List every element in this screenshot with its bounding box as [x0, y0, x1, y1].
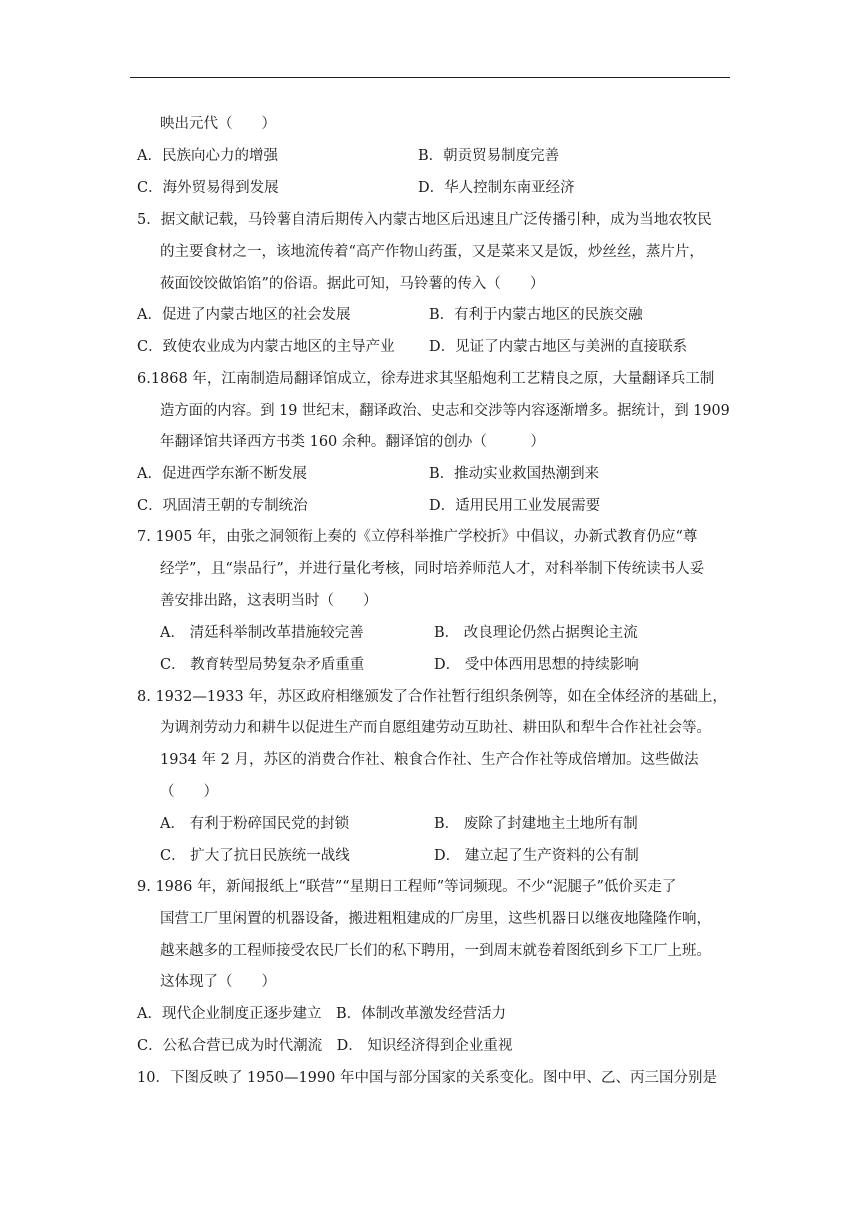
q5-stem-line1: 5．据文献记载，马铃薯自清后期传入内蒙古地区后迅速且广泛传播引种，成为当地农牧民: [137, 212, 712, 228]
q6-option-d: D．适用民用工业发展需要: [429, 498, 601, 514]
q9-stem-line3: 越来越多的工程师接受农民厂长们的私下聘用，一到周末就卷着图纸到乡下工厂上班。: [160, 943, 711, 959]
q4-option-b: B．朝贡贸易制度完善: [418, 148, 560, 164]
q4-option-d: D．华人控制东南亚经济: [418, 180, 575, 196]
q9-stem-line1: 9. 1986 年，新闻报纸上“联营”“星期日工程师”等词频现。不少“泥腿子”低价买走了: [137, 879, 677, 895]
q9-options-ab: A．现代企业制度正逐步建立 B．体制改革激发经营活力: [137, 1006, 507, 1022]
q9-stem-line4: 这体现了（ ）: [160, 974, 276, 990]
q7-option-c: C． 教育转型局势复杂矛盾重重: [160, 657, 365, 673]
q4-option-a: A．民族向心力的增强: [137, 148, 278, 164]
q7-stem-line1: 7. 1905 年，由张之洞领衔上奏的《立停科举推广学校折》中倡议，办新式教育仍应“尊: [137, 529, 698, 545]
q6-stem-line1: 6.1868 年，江南制造局翻译馆成立，徐寿进求其坚船炮利工艺精良之原，大量翻译兵工制: [137, 371, 715, 387]
q8-option-a: A． 有利于粉碎国民党的封锁: [160, 816, 350, 832]
q5-option-a: A．促进了内蒙古地区的社会发展: [137, 307, 351, 323]
q6-option-c: C．巩固清王朝的专制统治: [137, 498, 308, 514]
q9-options-cd: C．公私合营已成为时代潮流 D． 知识经济得到企业重视: [137, 1038, 513, 1054]
q6-option-a: A．促进西学东渐不断发展: [137, 466, 307, 482]
q8-stem-line2: 为调剂劳动力和耕牛以促进生产而自愿组建劳动互助社、耕田队和犁牛合作社社会等。: [160, 720, 711, 736]
q5-stem-line3: 莜面饺饺做馅馅”的俗语。据此可知，马铃薯的传入（ ）: [160, 276, 545, 292]
q9-stem-line2: 国营工厂里闲置的机器设备，搬进粗粗建成的厂房里，这些机器日以继夜地隆隆作响，: [160, 911, 711, 927]
q6-stem-line2: 造方面的内容。到 19 世纪末，翻译政治、史志和交涉等内容逐渐增多。据统计，到 1909: [160, 403, 730, 419]
q4-option-c: C．海外贸易得到发展: [137, 180, 279, 196]
q8-option-c: C． 扩大了抗日民族统一战线: [160, 848, 350, 864]
q8-stem-line4: （ ）: [160, 784, 218, 800]
q6-option-b: B．推动实业救国热潮到来: [429, 466, 600, 482]
q5-option-b: B．有利于内蒙古地区的民族交融: [429, 307, 643, 323]
q7-option-a: A． 清廷科举制改革措施较完善: [160, 625, 364, 641]
q8-stem-line3: 1934 年 2 月，苏区的消费合作社、粮食合作社、生产合作社等成倍增加。这些做法: [160, 752, 699, 768]
q8-option-b: B． 废除了封建地主土地所有制: [434, 816, 638, 832]
header-rule: [130, 77, 730, 78]
q7-stem-line2: 经学”，且“崇品行”，并进行量化考核，同时培养师范人才，对科举制下传统读书人妥: [160, 561, 705, 577]
q8-stem-line1: 8. 1932—1933 年，苏区政府相继颁发了合作社暂行组织条例等，如在全体经济的基础上，: [137, 689, 727, 705]
q7-stem-line3: 善安排出路，这表明当时（ ）: [160, 593, 378, 609]
q8-option-d: D． 建立起了生产资料的公有制: [434, 848, 639, 864]
q5-stem-line2: 的主要食材之一，该地流传着“高产作物山药蛋，又是菜来又是饭，炒丝丝，蒸片片，: [160, 244, 704, 260]
q4-stem-tail: 映出元代（ ）: [160, 116, 276, 132]
q7-option-d: D． 受中体西用思想的持续影响: [434, 657, 639, 673]
q5-option-d: D．见证了内蒙古地区与美洲的直接联系: [429, 339, 688, 355]
q6-stem-line3: 年翻译馆共译西方书类 160 余种。翻译馆的创办（ ）: [160, 434, 545, 450]
q10-stem-line1: 10．下图反映了 1950—1990 年中国与部分国家的关系变化。图中甲、乙、丙三国分别是: [137, 1070, 717, 1086]
q5-option-c: C．致使农业成为内蒙古地区的主导产业: [137, 339, 395, 355]
q7-option-b: B． 改良理论仍然占据舆论主流: [434, 625, 638, 641]
